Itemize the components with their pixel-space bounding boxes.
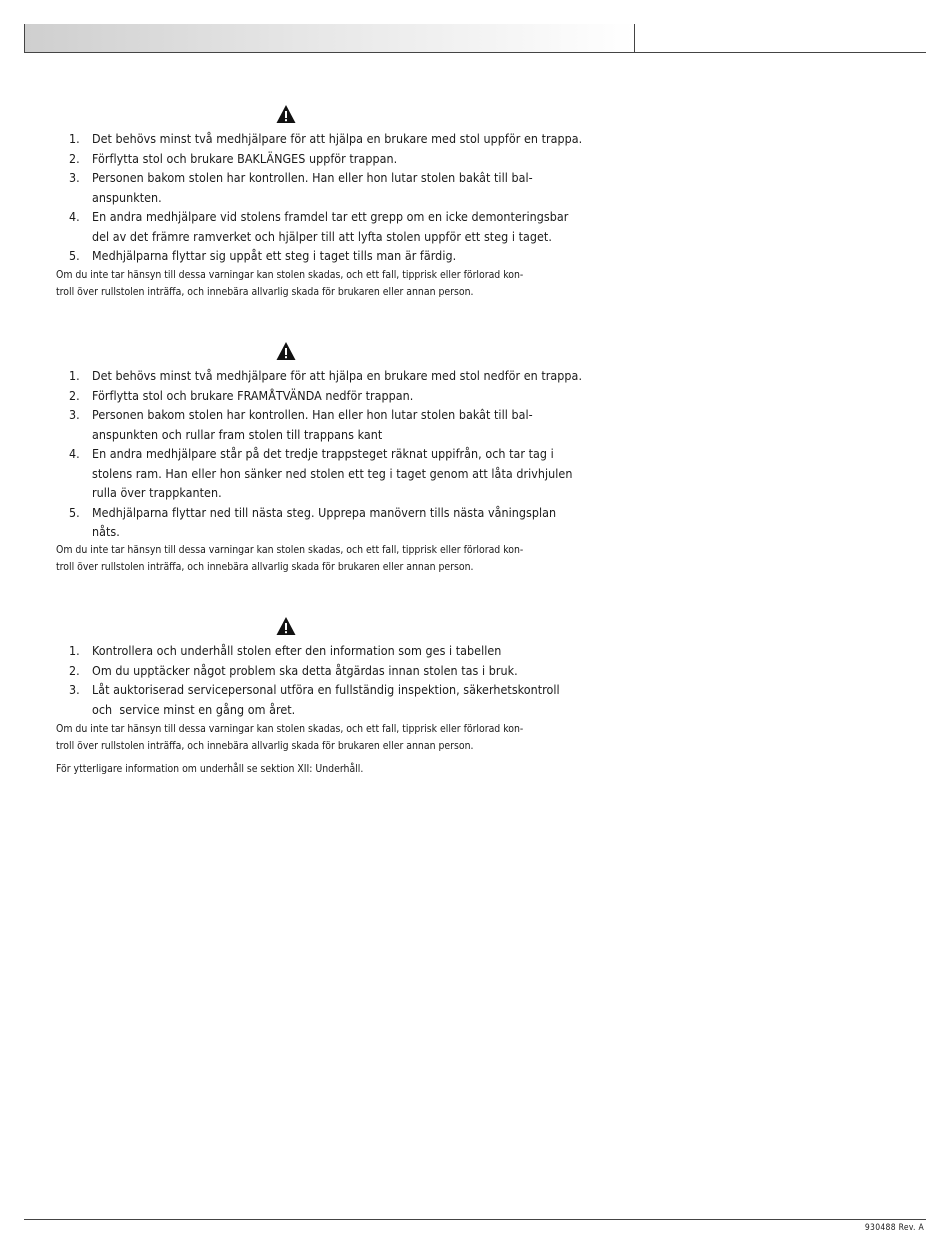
list-item: 2. Förflytta stol och brukare FRAMÅTVÄNDA nedför trappan. xyxy=(69,387,414,403)
warning-triangle-icon xyxy=(276,616,296,636)
warning-triangle-icon xyxy=(276,104,296,124)
warning-note: Om du inte tar hänsyn till dessa varningar kan stolen skadas, och ett fall, tipprisk eller förlorad kon- troll över rullstolen inträffa, och innebära allvarlig skada för brukaren eller annan person. xyxy=(56,723,524,752)
steps-list-maintenance xyxy=(56,641,616,719)
list-item: 3. Personen bakom stolen har kontrollen. Han eller hon lutar stolen bakât till bal- anspunkten. xyxy=(69,170,533,205)
header-divider-tick xyxy=(634,24,635,53)
list-item: 2. Förflytta stol och brukare BAKLÄNGES uppför trappan. xyxy=(69,150,398,166)
list-item: 4. En andra medhjälpare vid stolens framdel tar ett grepp om en icke demonteringsbar del av det främre ramverket och hjälper till att lyfta stolen uppför ett steg i taget. xyxy=(69,209,569,244)
document-code: 930488 Rev. A xyxy=(864,1223,924,1233)
list-item: 4. En andra medhjälpare står på det tredje trappsteget räknat uppifrån, och tar tag i stolens ram. Han eller hon sänker ned stolen ett teg i taget genom att låta drivhjulen rulla över trappkanten. xyxy=(69,446,573,500)
list-item: 1. Kontrollera och underhåll stolen efter den information som ges i tabellen xyxy=(69,643,502,658)
footer-rule xyxy=(24,1219,926,1220)
steps-list-uphill xyxy=(56,129,616,266)
more-info-text: För ytterligare information om underhåll se sektion XII: Underhåll. xyxy=(56,763,364,775)
header-gradient-bar xyxy=(24,24,636,52)
list-item: 2. Om du upptäcker något problem ska detta åtgärdas innan stolen tas i bruk. xyxy=(69,662,518,678)
list-item: 1. Det behövs minst två medhjälpare för att hjälpa en brukare med stol nedför en trappa. xyxy=(69,368,583,383)
list-item: 5. Medhjälparna flyttar ned till nästa steg. Upprepa manövern tills nästa våningsplan nåts. xyxy=(69,504,557,539)
warning-note: Om du inte tar hänsyn till dessa varningar kan stolen skadas, och ett fall, tipprisk eller förlorad kon- troll över rullstolen inträffa, och innebära allvarlig skada för brukaren eller annan person. xyxy=(56,269,524,298)
header-rule xyxy=(24,52,926,53)
warning-note: Om du inte tar hänsyn till dessa varningar kan stolen skadas, och ett fall, tipprisk eller förlorad kon- troll över rullstolen inträffa, och innebära allvarlig skada för brukaren eller annan person. xyxy=(56,544,524,573)
list-item: 1. Det behövs minst två medhjälpare för att hjälpa en brukare med stol uppför en trappa. xyxy=(69,131,583,146)
steps-list-downhill xyxy=(56,366,616,542)
list-item: 5. Medhjälparna flyttar sig uppåt ett steg i taget tills man är färdig. xyxy=(69,248,457,263)
warning-triangle-icon xyxy=(276,341,296,361)
list-item: 3. Låt auktoriserad servicepersonal utföra en fullständig inspektion, säkerhetskontroll och service minst en gång om året. xyxy=(69,682,560,717)
list-item: 3. Personen bakom stolen har kontrollen. Han eller hon lutar stolen bakât till bal- anspunkten och rullar fram stolen till trappans kant xyxy=(69,407,533,442)
